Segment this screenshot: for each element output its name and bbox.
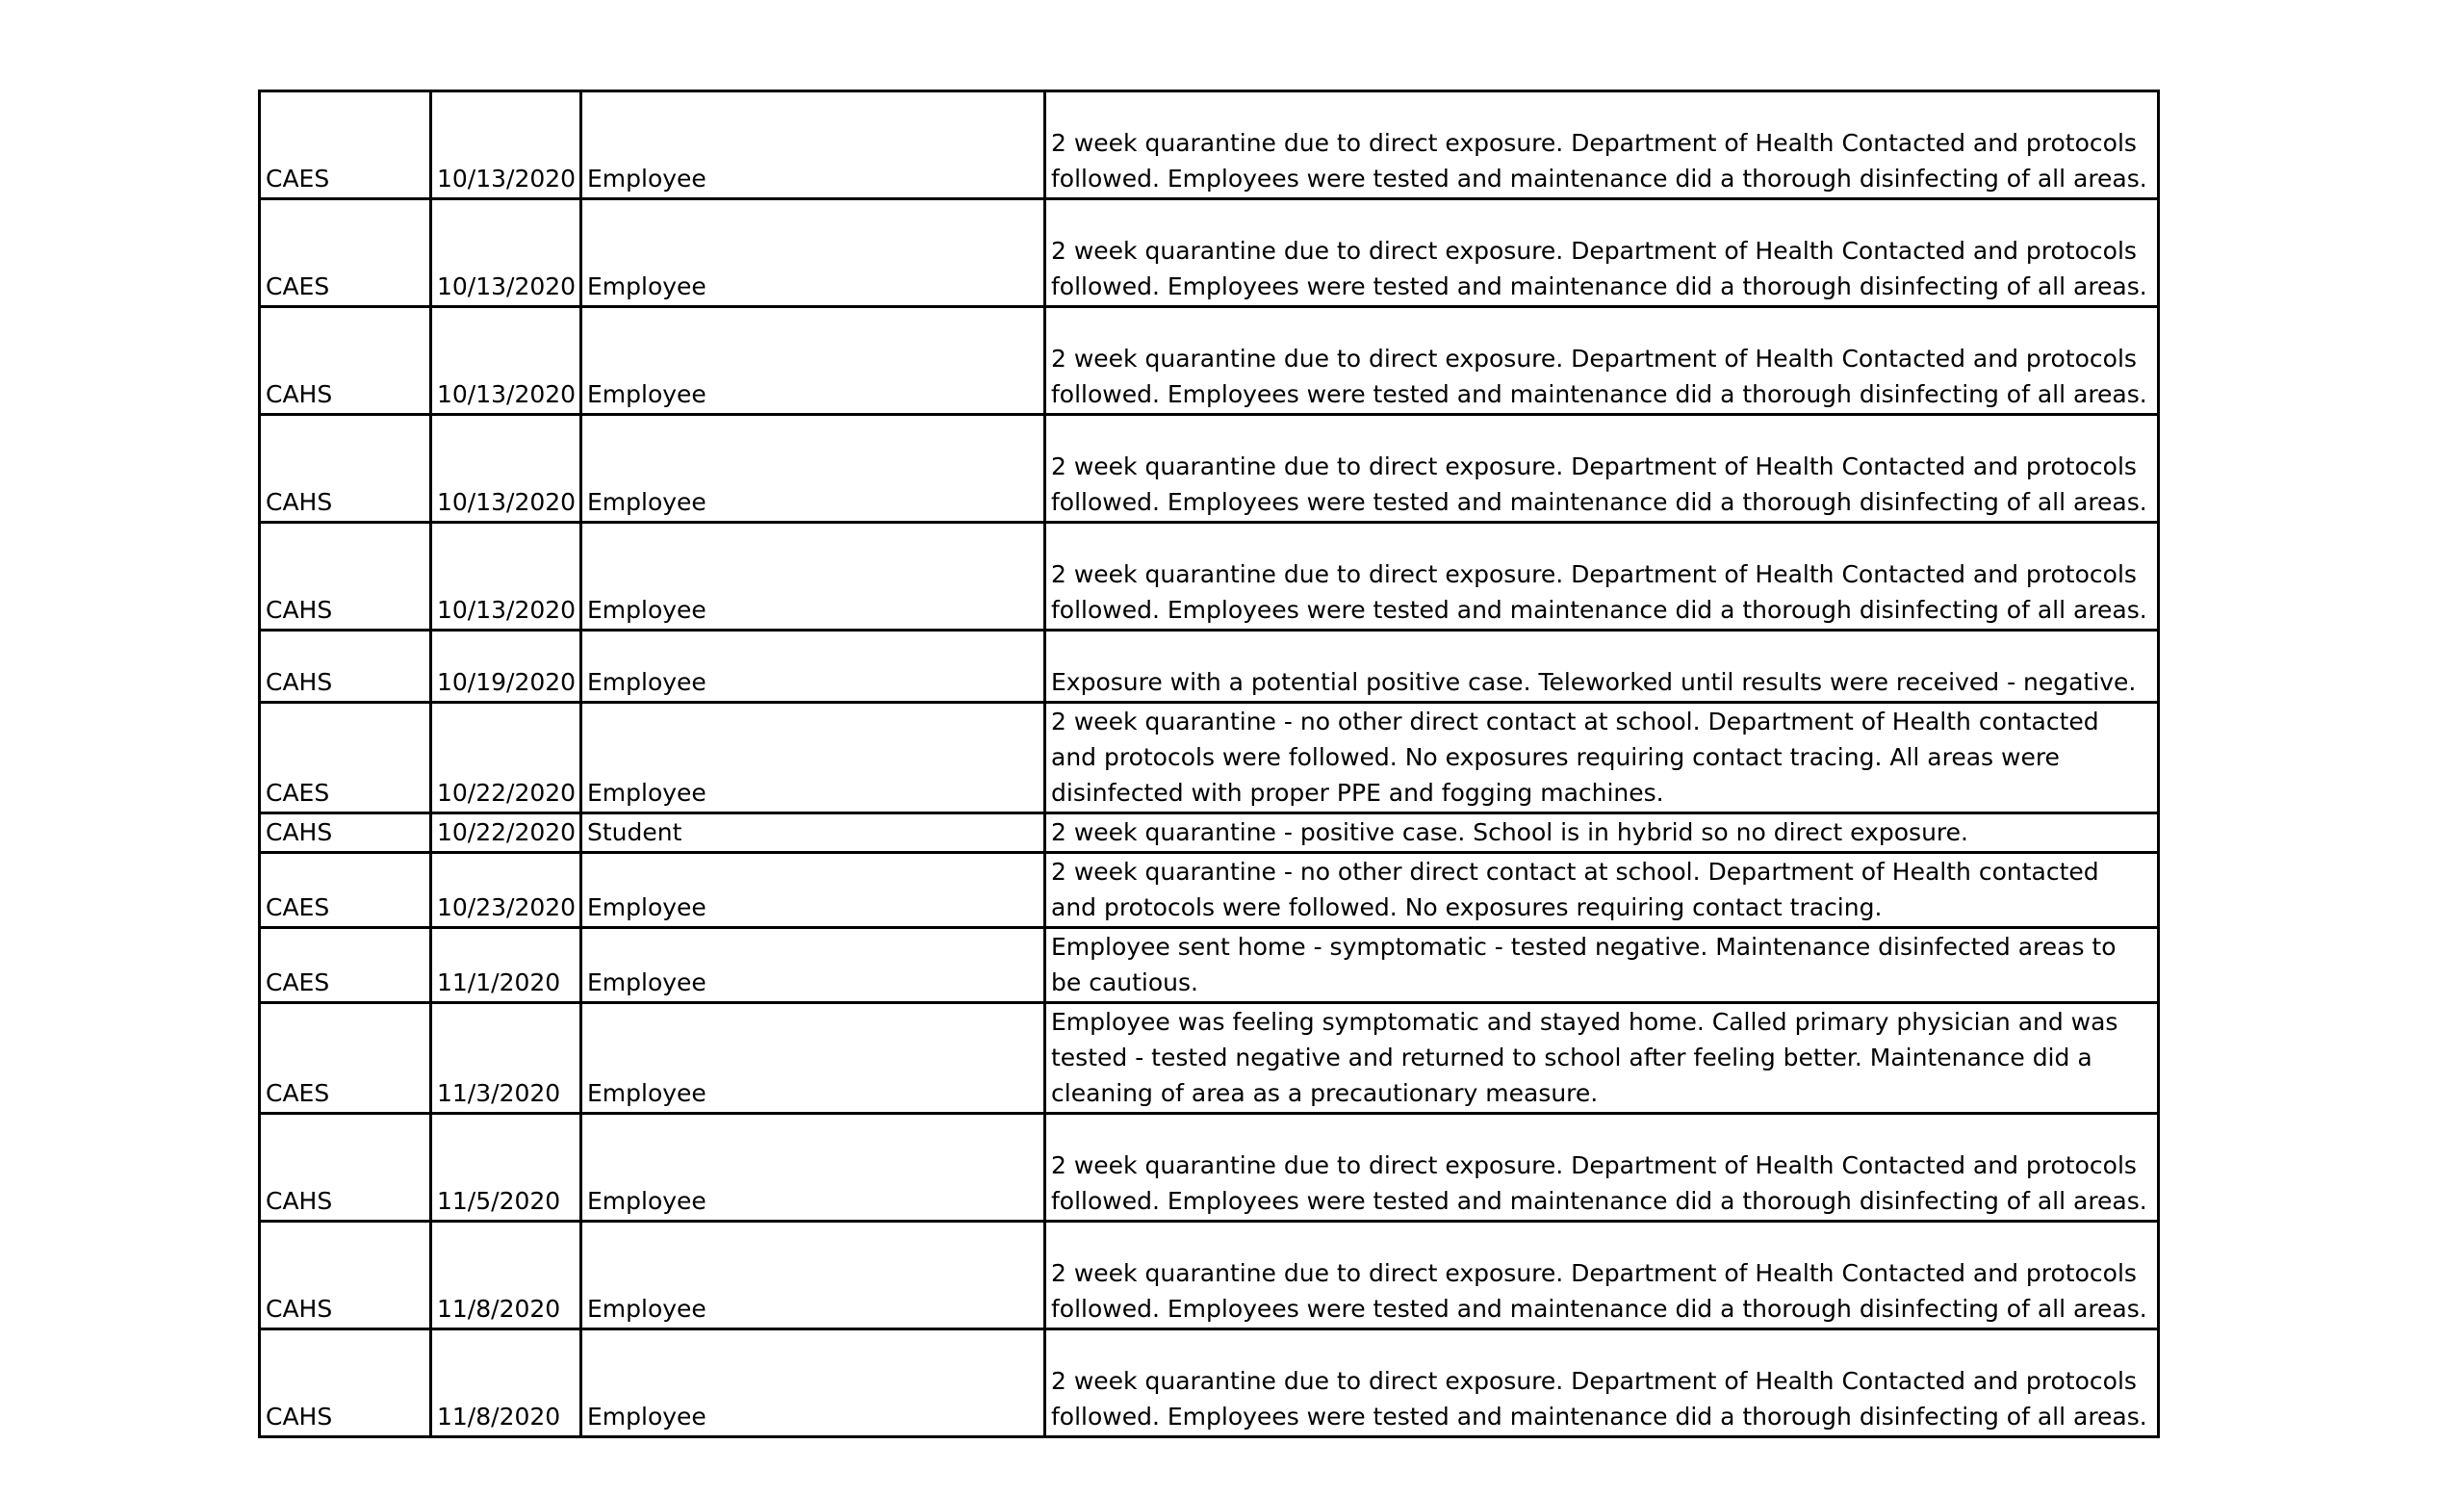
school-cell: CAHS bbox=[260, 307, 431, 415]
date-cell: 11/3/2020 bbox=[431, 1003, 581, 1114]
table-row bbox=[260, 1329, 2159, 1437]
type-cell: Employee bbox=[581, 307, 1045, 415]
school-cell: CAES bbox=[260, 91, 431, 199]
notes-cell: 2 week quarantine - no other direct contact at school. Department of Health contacted and protocols were followed. No exposures requiring contact tracing. All areas were disinfected with proper PPE and fogging machines. bbox=[1045, 703, 2159, 813]
table-row bbox=[260, 307, 2159, 415]
school-cell: CAES bbox=[260, 853, 431, 928]
school-cell: CAES bbox=[260, 199, 431, 307]
table-row bbox=[260, 523, 2159, 631]
school-cell: CAHS bbox=[260, 1329, 431, 1437]
notes-cell: 2 week quarantine due to direct exposure. Department of Health Contacted and protocols followed. Employees were tested and maintenance did a thorough disinfecting of all areas. bbox=[1045, 199, 2159, 307]
school-cell: CAHS bbox=[260, 415, 431, 523]
type-cell: Employee bbox=[581, 523, 1045, 631]
date-cell: 10/22/2020 bbox=[431, 813, 581, 853]
date-cell: 10/23/2020 bbox=[431, 853, 581, 928]
notes-cell: Employee was feeling symptomatic and stayed home. Called primary physician and was tested - tested negative and returned to school after feeling better. Maintenance did a cleaning of area as a precautionary measure. bbox=[1045, 1003, 2159, 1114]
table-row bbox=[260, 199, 2159, 307]
table-row bbox=[260, 813, 2159, 853]
school-cell: CAHS bbox=[260, 523, 431, 631]
table-row bbox=[260, 853, 2159, 928]
type-cell: Employee bbox=[581, 91, 1045, 199]
school-cell: CAHS bbox=[260, 631, 431, 703]
type-cell: Employee bbox=[581, 853, 1045, 928]
date-cell: 11/1/2020 bbox=[431, 928, 581, 1003]
notes-cell: 2 week quarantine due to direct exposure. Department of Health Contacted and protocols followed. Employees were tested and maintenance did a thorough disinfecting of all areas. bbox=[1045, 91, 2159, 199]
date-cell: 10/13/2020 bbox=[431, 415, 581, 523]
date-cell: 10/13/2020 bbox=[431, 523, 581, 631]
school-cell: CAES bbox=[260, 703, 431, 813]
date-cell: 10/13/2020 bbox=[431, 199, 581, 307]
notes-cell: 2 week quarantine due to direct exposure. Department of Health Contacted and protocols followed. Employees were tested and maintenance did a thorough disinfecting of all areas. bbox=[1045, 307, 2159, 415]
type-cell: Employee bbox=[581, 703, 1045, 813]
type-cell: Employee bbox=[581, 1329, 1045, 1437]
table-row bbox=[260, 1003, 2159, 1114]
notes-cell: Exposure with a potential positive case. Teleworked until results were received - negative. bbox=[1045, 631, 2159, 703]
type-cell: Employee bbox=[581, 415, 1045, 523]
type-cell: Employee bbox=[581, 199, 1045, 307]
date-cell: 10/19/2020 bbox=[431, 631, 581, 703]
school-cell: CAES bbox=[260, 928, 431, 1003]
table-row bbox=[260, 1222, 2159, 1329]
notes-cell: 2 week quarantine due to direct exposure. Department of Health Contacted and protocols followed. Employees were tested and maintenance did a thorough disinfecting of all areas. bbox=[1045, 415, 2159, 523]
type-cell: Employee bbox=[581, 631, 1045, 703]
date-cell: 10/13/2020 bbox=[431, 307, 581, 415]
date-cell: 10/22/2020 bbox=[431, 703, 581, 813]
date-cell: 11/8/2020 bbox=[431, 1329, 581, 1437]
school-cell: CAHS bbox=[260, 813, 431, 853]
table-row bbox=[260, 91, 2159, 199]
notes-cell: 2 week quarantine due to direct exposure. Department of Health Contacted and protocols followed. Employees were tested and maintenance did a thorough disinfecting of all areas. bbox=[1045, 523, 2159, 631]
school-cell: CAES bbox=[260, 1003, 431, 1114]
type-cell: Employee bbox=[581, 1114, 1045, 1222]
type-cell: Employee bbox=[581, 1222, 1045, 1329]
notes-cell: 2 week quarantine due to direct exposure. Department of Health Contacted and protocols followed. Employees were tested and maintenance did a thorough disinfecting of all areas. bbox=[1045, 1114, 2159, 1222]
school-cell: CAHS bbox=[260, 1222, 431, 1329]
table-row bbox=[260, 415, 2159, 523]
date-cell: 11/5/2020 bbox=[431, 1114, 581, 1222]
table-row bbox=[260, 703, 2159, 813]
notes-cell: 2 week quarantine - no other direct contact at school. Department of Health contacted and protocols were followed. No exposures requiring contact tracing. bbox=[1045, 853, 2159, 928]
type-cell: Employee bbox=[581, 928, 1045, 1003]
school-cell: CAHS bbox=[260, 1114, 431, 1222]
table-row bbox=[260, 928, 2159, 1003]
notes-cell: Employee sent home - symptomatic - tested negative. Maintenance disinfected areas to be cautious. bbox=[1045, 928, 2159, 1003]
date-cell: 10/13/2020 bbox=[431, 91, 581, 199]
type-cell: Employee bbox=[581, 1003, 1045, 1114]
notes-cell: 2 week quarantine due to direct exposure. Department of Health Contacted and protocols followed. Employees were tested and maintenance did a thorough disinfecting of all areas. bbox=[1045, 1329, 2159, 1437]
incident-table bbox=[258, 90, 2160, 1438]
date-cell: 11/8/2020 bbox=[431, 1222, 581, 1329]
notes-cell: 2 week quarantine - positive case. School is in hybrid so no direct exposure. bbox=[1045, 813, 2159, 853]
table-row bbox=[260, 1114, 2159, 1222]
table-row bbox=[260, 631, 2159, 703]
type-cell: Student bbox=[581, 813, 1045, 853]
notes-cell: 2 week quarantine due to direct exposure. Department of Health Contacted and protocols followed. Employees were tested and maintenance did a thorough disinfecting of all areas. bbox=[1045, 1222, 2159, 1329]
